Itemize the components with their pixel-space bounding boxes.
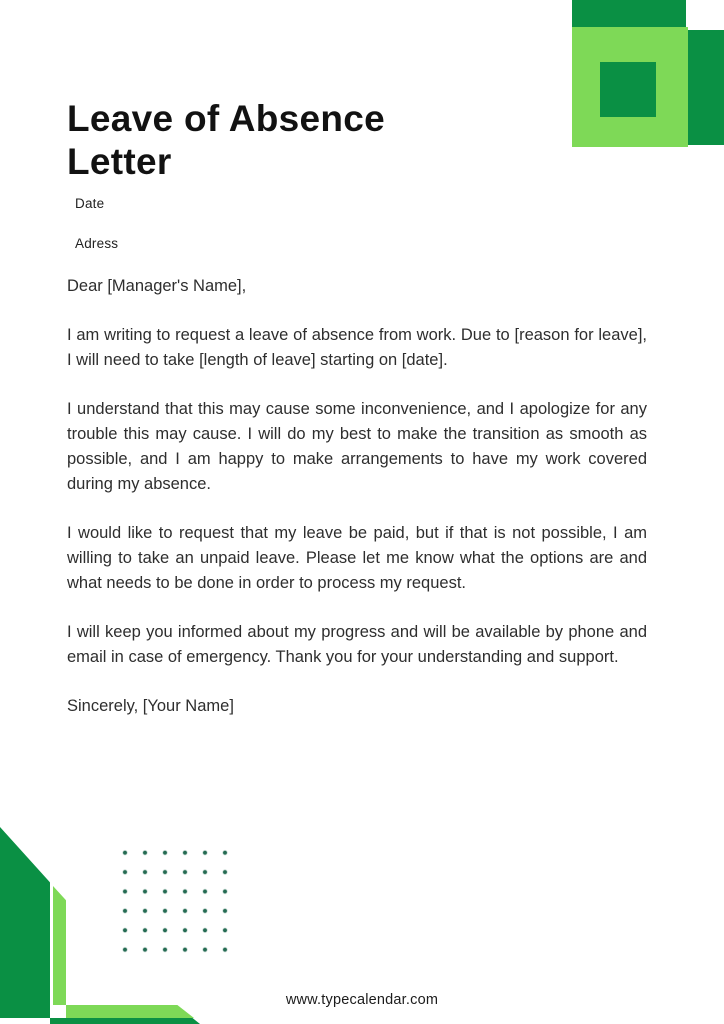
bottom-left-accent-bottom-bar xyxy=(50,1018,200,1024)
letter-paragraph-2: I understand that this may cause some inconvenience, and I apologize for any trouble this may cause. I will do my best to make the transition as smooth as possible, and I am happy to make arrangements to have my work covered during my absence. xyxy=(67,400,647,493)
top-right-accent-strip xyxy=(688,30,724,145)
letter-body xyxy=(67,274,647,743)
date-label: Date xyxy=(75,196,105,211)
bottom-left-accent-pentagon xyxy=(0,827,50,1018)
bottom-left-accent-strip xyxy=(53,886,66,1005)
page-title xyxy=(67,97,567,183)
letter-paragraph-3: I would like to request that my leave be paid, but if that is not possible, I am willing to take an unpaid leave. Please let me know what the options are and what needs to be done in order to process my request. xyxy=(67,524,647,592)
closing-signature: Sincerely, [Your Name] xyxy=(67,697,234,715)
address-label: Adress xyxy=(75,236,119,251)
page-title-line2: Letter xyxy=(67,140,172,182)
top-right-accent-inner-square xyxy=(600,62,656,117)
letter-paragraph-4: I will keep you informed about my progress and will be available by phone and email in case of emergency. Thank you for your understanding and support. xyxy=(67,623,647,666)
top-right-accent-bar xyxy=(572,0,686,27)
letter-paragraph-1: I am writing to request a leave of absence from work. Due to [reason for leave], I will need to take [length of leave] starting on [date]. xyxy=(67,326,647,369)
dot-grid-decoration xyxy=(115,843,235,960)
footer-website-url: www.typecalendar.com xyxy=(285,992,439,1008)
salutation: Dear [Manager's Name], xyxy=(67,277,247,295)
page-title-line1: Leave of Absence xyxy=(67,97,386,139)
